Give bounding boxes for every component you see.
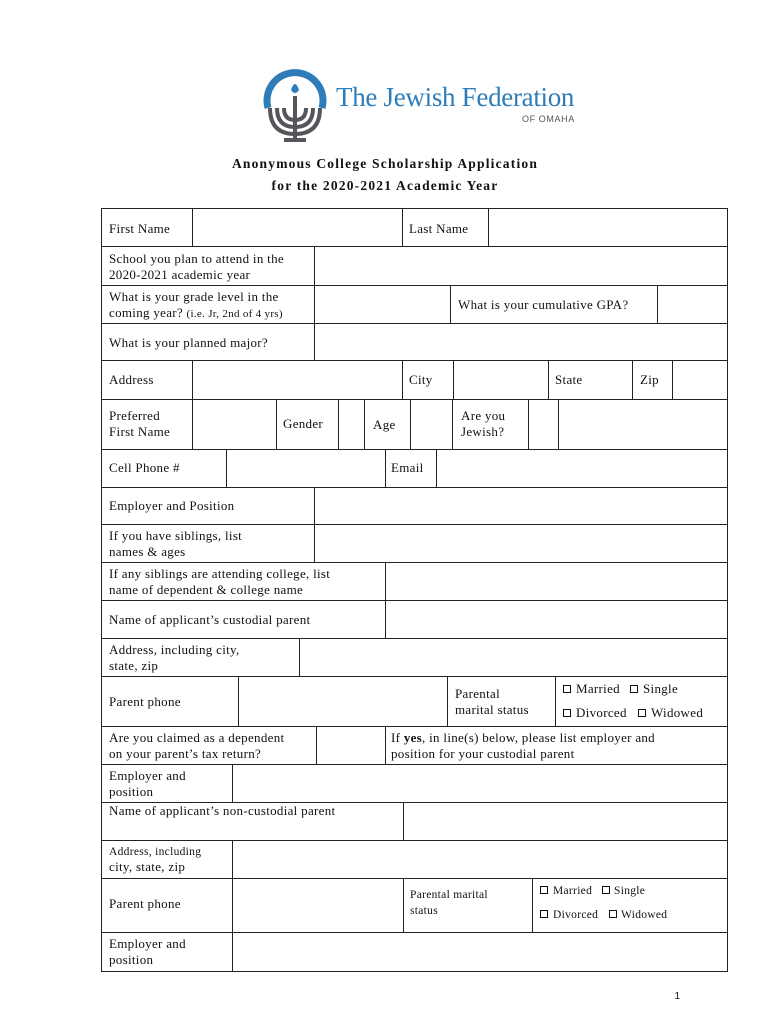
zip-label: Zip [640, 372, 659, 387]
federation-logo [258, 68, 598, 144]
addr-incl-label-1: Address, including [109, 846, 202, 858]
single-2-checkbox[interactable] [602, 886, 610, 894]
custodial-employer-field[interactable] [233, 765, 727, 801]
marital-label-2: marital status [455, 702, 529, 717]
grade-label-2: coming year? (i.e. Jr, 2nd of 4 yrs) [109, 305, 283, 320]
first-name-field[interactable] [193, 209, 401, 245]
married-label: Married [576, 681, 620, 696]
emp-pos2-label-1: Employer and [109, 936, 186, 951]
siblings-label-2: names & ages [109, 544, 186, 559]
form-title: Anonymous College Scholarship Application [231, 156, 539, 171]
address-field[interactable] [193, 361, 401, 398]
addr-full-label-1: Address, including city, [109, 642, 240, 657]
siblings-college-field[interactable] [386, 563, 727, 599]
zip-field[interactable] [673, 361, 727, 398]
dependent-field[interactable] [317, 727, 384, 763]
page-number: 1 [674, 991, 680, 1002]
age-field[interactable] [411, 400, 451, 448]
widowed-checkbox[interactable] [638, 709, 646, 717]
noncustodial-address-field[interactable] [233, 841, 727, 877]
emp-pos2-label-2: position [109, 952, 154, 967]
divorced-label: Divorced [576, 705, 627, 720]
gender-field[interactable] [339, 400, 363, 448]
addr-incl-label-2: city, state, zip [109, 859, 186, 874]
if-yes-label-2: position for your custodial parent [391, 746, 575, 761]
sib-college-label-2: name of dependent & college name [109, 582, 304, 597]
divorced-2-checkbox[interactable] [540, 910, 548, 918]
custodial-address-field[interactable] [300, 639, 727, 675]
married-checkbox[interactable] [563, 685, 571, 693]
gpa-label: What is your cumulative GPA? [458, 297, 629, 312]
dependent-label-2: on your parent’s tax return? [109, 746, 262, 761]
age-label: Age [373, 417, 396, 432]
cell-phone-label: Cell Phone # [109, 460, 180, 475]
address-label: Address [109, 372, 154, 387]
divorced-checkbox[interactable] [563, 709, 571, 717]
school-label-1: School you plan to attend in the [109, 251, 284, 266]
jewish-label-1: Are you [461, 408, 506, 423]
city-field[interactable] [454, 361, 547, 398]
org-subtitle: OF OMAHA [522, 114, 575, 124]
grade-label-1: What is your grade level in the [109, 289, 279, 304]
planned-major-field[interactable] [315, 324, 727, 359]
emp-pos-label-2: position [109, 784, 154, 799]
grade-level-field[interactable] [315, 286, 449, 322]
cell-phone-field[interactable] [227, 450, 384, 486]
parent-phone-2-label: Parent phone [109, 896, 181, 911]
noncustodial-parent-field[interactable] [404, 803, 727, 839]
single-2-label: Single [614, 885, 646, 897]
state-field[interactable] [589, 361, 631, 398]
marital2-label-2: status [410, 905, 438, 917]
divorced-2-label: Divorced [553, 909, 599, 921]
jewish-label-2: Jewish? [461, 424, 505, 439]
parent-phone-label: Parent phone [109, 694, 181, 709]
first-name-label: First Name [109, 221, 171, 236]
jewish-field[interactable] [529, 400, 557, 448]
sib-college-label-1: If any siblings are attending college, list [109, 566, 331, 581]
gender-label: Gender [283, 416, 324, 431]
widowed-label: Widowed [651, 705, 704, 720]
state-label: State [555, 372, 583, 387]
school-label-2: 2020-2021 academic year [109, 267, 251, 282]
addr-full-label-2: state, zip [109, 658, 159, 673]
custodial-parent-field[interactable] [386, 601, 727, 637]
parent-phone-field[interactable] [239, 677, 446, 725]
widowed-2-label: Widowed [621, 909, 668, 921]
yes-emphasis: yes [403, 730, 423, 745]
marital2-label-1: Parental marital [410, 889, 488, 901]
org-name: The Jewish Federation [336, 82, 575, 112]
married-2-checkbox[interactable] [540, 886, 548, 894]
custodial-label: Name of applicant’s custodial parent [109, 612, 311, 627]
major-label: What is your planned major? [109, 335, 268, 350]
gpa-field[interactable] [658, 286, 727, 322]
grade-hint: (i.e. Jr, 2nd of 4 yrs) [186, 308, 283, 320]
single-checkbox[interactable] [630, 685, 638, 693]
last-name-field[interactable] [489, 209, 727, 245]
parent-phone-2-field[interactable] [233, 879, 402, 931]
dependent-label-1: Are you claimed as a dependent [109, 730, 285, 745]
email-field[interactable] [437, 450, 727, 486]
school-field[interactable] [315, 247, 727, 284]
city-label: City [409, 372, 433, 387]
noncustodial-employer-field[interactable] [233, 933, 727, 971]
widowed-2-checkbox[interactable] [609, 910, 617, 918]
last-name-label: Last Name [409, 221, 469, 236]
marital-label-1: Parental [455, 686, 500, 701]
if-yes-label-1: If yes, in line(s) below, please list employer and [391, 730, 655, 745]
preferred-label-2: First Name [109, 424, 171, 439]
menorah-logo-icon [258, 68, 332, 144]
siblings-label-1: If you have siblings, list [109, 528, 243, 543]
employer-label: Employer and Position [109, 498, 235, 513]
preferred-name-field[interactable] [193, 400, 275, 448]
form-subtitle: for the 2020-2021 Academic Year [271, 178, 499, 193]
noncustodial-label: Name of applicant’s non-custodial parent [109, 803, 336, 818]
single-label: Single [643, 681, 679, 696]
married-2-label: Married [553, 885, 593, 897]
employer-field[interactable] [315, 488, 727, 523]
preferred-label-1: Preferred [109, 408, 161, 423]
siblings-field[interactable] [315, 525, 727, 561]
email-label: Email [391, 460, 424, 475]
emp-pos-label-1: Employer and [109, 768, 186, 783]
